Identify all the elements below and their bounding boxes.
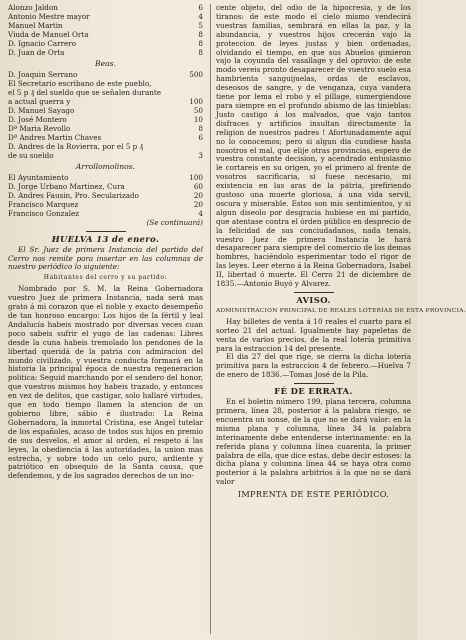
- donor-row: D. Andres de la Rovierra, por el 5 p ₰: [8, 141, 144, 151]
- donor-row: el 5 p ₰ del sueldo que se señalen durante: [8, 88, 162, 98]
- intro-paragraph: El Sr. Juez de primera Instancia del partido del Cerro nos remite para insertar en las columnas de nuestro periódico lo siguiente:: [8, 244, 203, 272]
- donor-row: Francisco Marquez 20: [8, 200, 203, 210]
- proclamation-subhead: Habitantes del cerro y su partido:: [43, 274, 168, 282]
- proclamation-continued: cente objeto, del odio de la hipocresia, y de los tiranos: de este modo el cielo mismo vendecirá vuestras familias, sembrará en ellas la paz, y la abundancia, y vuestros hijos crecerán vajo la proteccion de leyes justas y bien ordenadas, olvidando el tiempo, en que sus Abuelos gimieron vajo la coyunda del vasallage y del oprovio: de este modo vereis pronto desaparecer de vuestro suelo esa hambrienta sanguijuelas, ordas de esclavos, deseosos de sangre, y de venganza, cuya vandera tiene por lema el robo y el pillage, sumergiendose para siempre en el profundo abismo de las tinieblas: Justo castigo á los malvados, que vajo tantos disfraces y artificios insultan directamente la religion de nuestros padres ! Afortunadamente aquí no lo conocemos; pero si algun dia cundiese hasta nosotros el mal, que elije otras provincias, espero de vuestra constante decision, y acendrado entusiasmo le cortareis en su origen, yo el primero al frente de vosotros sacrificaria, si fuese necesario, mi existencia en las aras de la pátria, prefiriendo gustoso una muerte gloriosa, á una vida servil, oscura y miserable. Estos son mis sentimientos, y si algun diseolo por desgracia hubiese en mi partido, que atentase contra el órden público en desprecio de la felicidad de sus conciudadanos, nada tenais, vuestro Juez de primera Instancia le hará desaparecer para siempre del comercio de los demas hombres, haciéndolo esperimentar todo el rigor de las leyes. Leer eterno á la Reina Gobernadora, Isabel II, libertad ó muerte. El Cerro 21 de diciembre de 1835.—Antonio Buyó y Alvarez.: [216, 3, 411, 289]
- donor-row: Manuel Martin 5: [8, 20, 203, 30]
- donor-row: de su sueldo 3: [8, 150, 203, 160]
- aviso-title: AVISO.: [296, 295, 331, 305]
- donor-row: Viuda de Manuel Orta 8: [8, 29, 203, 39]
- aviso-paragraph-2: El dia 27 del que rige, se cierra la dicha lotería primitiva para la estraccion 4 de febrero.—Huelva 7 de enero de 1836.—Tomas José de la Pila.: [216, 352, 411, 380]
- aviso-paragraph-1: Hay billetes de venta á 10 reales el cuarto para el sorteo 21 del actual. Igualmente hay papeletas de venta de varios precios, de la real lotería primitiva para la estraccion 14 del presente.: [216, 316, 411, 353]
- donor-row: D. Manuel Sayago 50: [8, 105, 203, 115]
- donor-row: El Ayuntamiento 100: [8, 173, 203, 183]
- dateline: HUELVA 13 de enero.: [51, 233, 160, 244]
- section-title-beas: Beas.: [95, 59, 116, 69]
- donor-list-top: [8, 4, 203, 57]
- divider-rule: [294, 383, 334, 384]
- donor-row: El Secretario escribano de este pueblo,: [8, 79, 152, 89]
- column-divider: [210, 4, 211, 634]
- donor-row: Alonzo Jaldon 6: [8, 3, 203, 12]
- aviso-subtitle: ADMINISTRACION PRINCIPAL DE REALES LOTERÍAS DE ESTA PROVINCIA.: [216, 307, 466, 314]
- donor-row: Dª Andres Martin Chaves 6: [8, 132, 203, 142]
- donor-row: D. Jorge Urbano Martinez, Cura 60: [8, 182, 203, 192]
- section-title-arrollomolinos: Arrollomolinos.: [75, 162, 136, 172]
- donor-row: Dª Maria Revollo 8: [8, 123, 203, 133]
- donor-row: D. Andres Fausin, Pro. Secularizado 20: [8, 191, 203, 201]
- donor-row: D. Joaquin Serrano 500: [8, 70, 203, 80]
- donor-row: Francisco Gonzalez 4: [8, 208, 203, 218]
- donor-row: a actual guerra y 100: [8, 97, 203, 107]
- donor-list-arrollomolinos: [8, 174, 203, 219]
- donor-row: D. Ignacio Carrero 8: [8, 38, 203, 48]
- proclamation-body: Nombrado por S. M. la Reina Gobernadora vuestro Juez de primera Instancia, nada será mas grato á mi corazon que el noble y exacto desempeño de tan honroso encargo: Los hijos de la fértil y leal Andalucía habeis mostrado por diversas veces cuan poco sabeis sufrir el yugo de las cadenas: Libres desde la cuna habeis tremolado los pendones de la libertad queridá de la patria con admiracion del mundo civilizado, y vuestra conducta formará en la historia la principal época de nuestra regeneracion politica: Seguid marchando por el sendero del honor, que vuestros mismos hoy habeis trazado, y entonces en vez de delitos, que castigar, solo hallaré virtudes, que en todo tiempo llamen la atencion de un gobierno libre, sábio é ilustrado: La Reina Gobernadora, la inmortal Cristina, ese Angel tutelar de los españoles, acaso de todos sus hijos en premio de sus desvelos, el amor al orden, el respeto á las leyes, la obediencia á las autoridades, la union mas estrecha, y sobre todo un celo puro, ardiente y patriótico en obsequio de la Santa causa, que defendemos, y de los sagrados derechos de un ino-: [8, 284, 203, 481]
- donor-list-beas: [8, 71, 203, 160]
- errata-paragraph: En el boletin número 199, plana tercera, columna primera, línea 28, posterior á la palabra riesgo, se encuentra un sonse, de la que no se dará valor: en la misma plana y columna, línea 34 la palabra interinamente debe entenderse ínterinamente: en la referida plana y columna línea cuarenta, la primer palabra de ella, que dice estas, debe decir estoses: la dicha plana y columna línea 44 se haya otra como posterior á la palabra arbitrios á la que no se dará valor: [216, 397, 411, 487]
- left-column: [8, 4, 203, 634]
- right-column: [216, 3, 466, 634]
- divider-rule: [294, 292, 334, 293]
- divider-rule: [86, 231, 126, 232]
- continue-note: (Se continuará): [146, 217, 203, 227]
- donor-row: D. Juan de Orta 8: [8, 47, 203, 57]
- printer-footer: IMPRENTA DE ESTE PERIÓDICO.: [237, 489, 390, 500]
- donor-row: D. José Montero 10: [8, 114, 203, 124]
- errata-title: FÉ DE ERRATA.: [274, 386, 353, 397]
- donor-row: Antonio Mestre mayor 4: [8, 11, 203, 21]
